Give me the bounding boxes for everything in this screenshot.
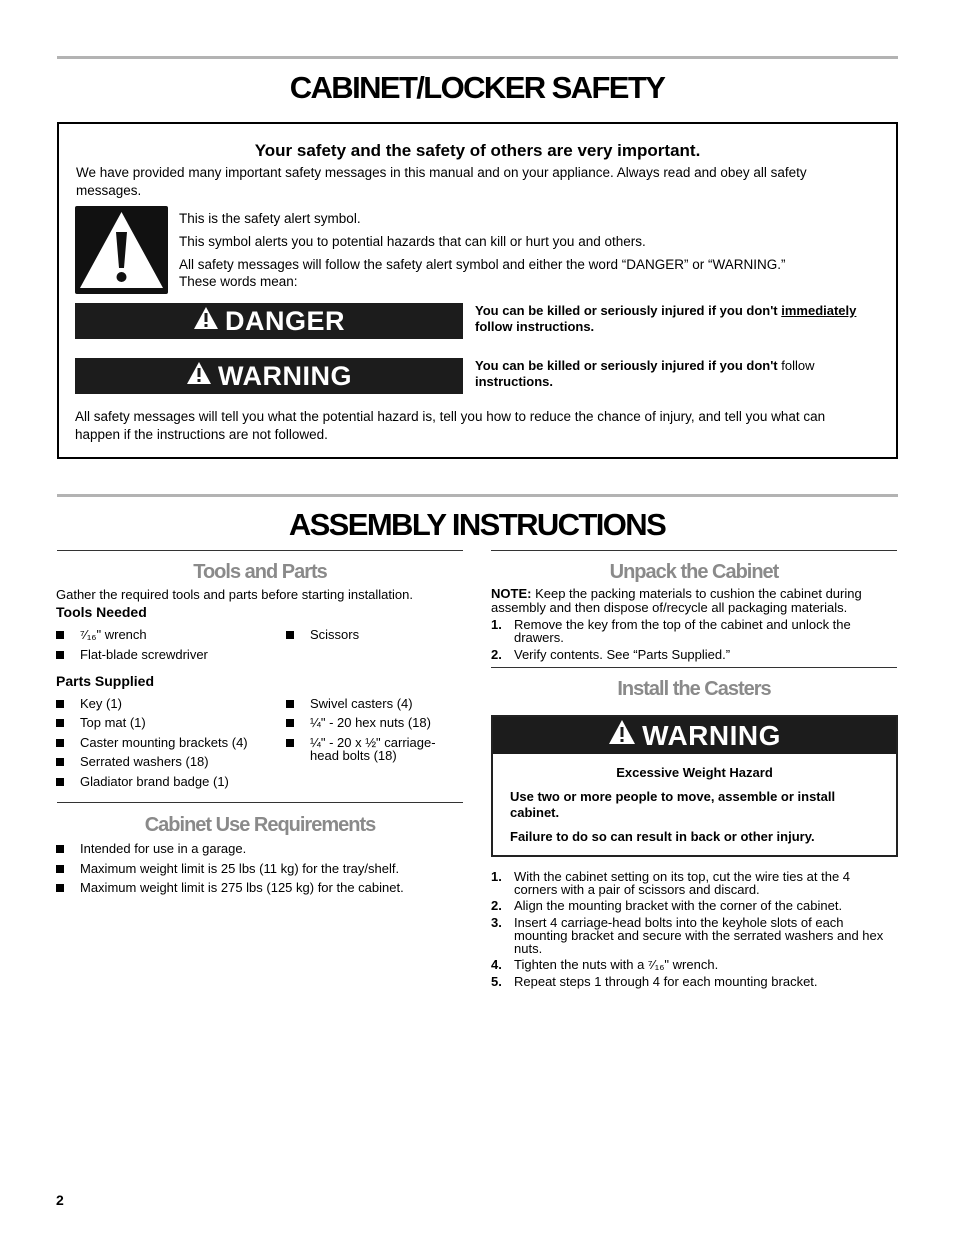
casters-rule xyxy=(491,667,897,668)
intro-line-2: messages. xyxy=(76,183,142,198)
danger-banner xyxy=(75,303,463,339)
tools-intro: Gather the required tools and parts before starting installation. xyxy=(56,587,413,602)
unpack-rule xyxy=(491,550,897,551)
warning-label: WARNING xyxy=(218,360,352,391)
tools-rule xyxy=(57,550,463,551)
unpack-note xyxy=(491,587,897,615)
warning-text-part-a: You can be killed or seriously injured if you don't xyxy=(475,358,782,373)
page-number: 2 xyxy=(56,1192,64,1208)
requirements-rule xyxy=(57,802,463,803)
warning-text-emphasis: follow xyxy=(781,358,815,373)
casters-warning-label: WARNING xyxy=(642,719,781,751)
danger-text xyxy=(475,303,895,335)
safety-footer-line-2: happen if the instructions are not followed. xyxy=(75,427,328,442)
intro-line-1: We have provided many important safety messages in this manual and on your appliance. Always read and obey all safety xyxy=(76,165,807,180)
symbol-line-4: These words mean: xyxy=(179,274,298,289)
tools-needed-heading: Tools Needed xyxy=(56,604,147,620)
warning-text-part-b: instructions. xyxy=(475,374,554,389)
tools-title: Tools and Parts xyxy=(193,561,327,583)
note-line-2: assembly and then dispose of/recycle all packaging materials. xyxy=(491,600,848,615)
safety-box-heading: Your safety and the safety of others are very important. xyxy=(254,141,701,160)
note-line-1: Keep the packing materials to cushion the cabinet during xyxy=(531,586,862,601)
casters-warning-box xyxy=(491,715,898,857)
safety-alert-symbol-icon xyxy=(75,206,168,294)
warning-banner xyxy=(75,358,463,394)
assembly-rule xyxy=(57,494,898,497)
hazard-title: Excessive Weight Hazard xyxy=(616,765,773,780)
top-rule xyxy=(57,56,898,59)
symbol-line-2: This symbol alerts you to potential hazards that can kill or hurt you and others. xyxy=(179,234,646,249)
danger-label: DANGER xyxy=(224,305,345,336)
danger-alert-icon xyxy=(193,306,219,337)
unpack-title: Unpack the Cabinet xyxy=(609,561,779,583)
warning-text xyxy=(475,358,895,390)
casters-warning-banner xyxy=(493,717,896,754)
symbol-line-3: All safety messages will follow the safety alert symbol and either the word “DANGER” or “WARNING.” xyxy=(179,257,786,272)
note-label: NOTE: xyxy=(491,586,532,601)
hazard-line-2: cabinet. xyxy=(510,805,560,820)
assembly-title: ASSEMBLY INSTRUCTIONS xyxy=(288,507,666,542)
casters-warning-alert-icon xyxy=(608,719,636,752)
requirements-title: Cabinet Use Requirements xyxy=(144,814,376,836)
symbol-line-1: This is the safety alert symbol. xyxy=(179,211,361,226)
casters-title: Install the Casters xyxy=(617,678,771,700)
hazard-line-1: Use two or more people to move, assemble or install xyxy=(510,789,836,804)
safety-title: CABINET/LOCKER SAFETY xyxy=(289,70,665,105)
parts-supplied-heading: Parts Supplied xyxy=(56,673,155,689)
danger-text-emphasis: immediately xyxy=(781,303,857,318)
warning-alert-icon xyxy=(186,361,212,392)
danger-text-part-a: You can be killed or seriously injured if you don't xyxy=(475,303,782,318)
hazard-line-3: Failure to do so can result in back or other injury. xyxy=(510,829,815,844)
safety-footer-line-1: All safety messages will tell you what the potential hazard is, tell you how to reduce the chance of injury, and tell you what can xyxy=(75,409,826,424)
danger-text-part-b: follow instructions. xyxy=(475,319,595,334)
